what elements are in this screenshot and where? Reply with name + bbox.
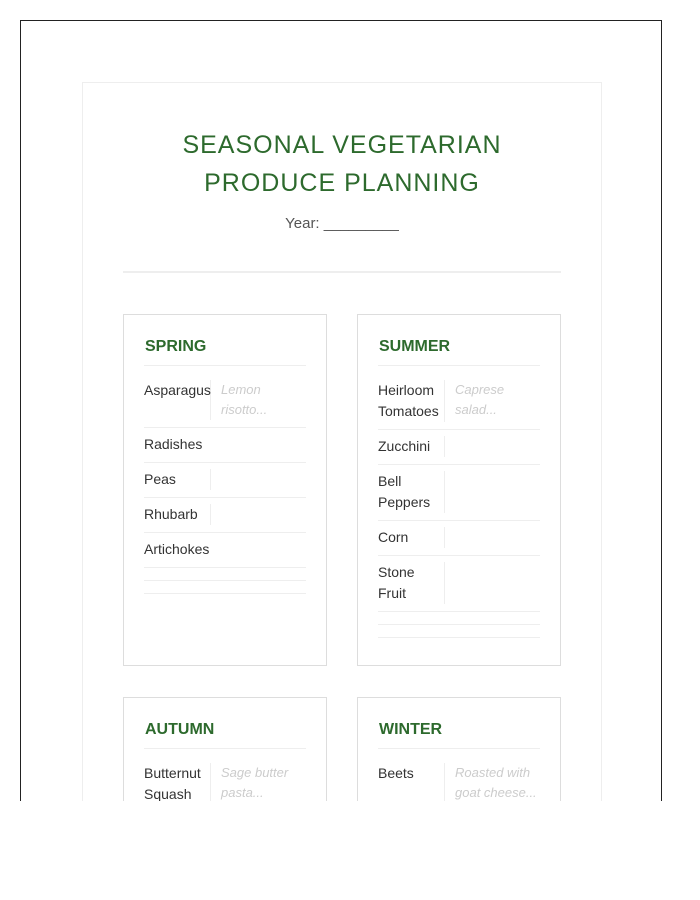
season-title-spring: SPRING bbox=[144, 337, 306, 366]
produce-name[interactable]: Corn bbox=[378, 527, 445, 548]
season-card-summer bbox=[357, 314, 561, 666]
season-card-spring bbox=[123, 314, 327, 666]
blank-entry-line[interactable] bbox=[144, 568, 306, 581]
produce-name[interactable]: Rhubarb bbox=[144, 504, 211, 525]
recipe-note[interactable] bbox=[210, 539, 306, 560]
season-title-summer: SUMMER bbox=[378, 337, 540, 366]
recipe-note[interactable] bbox=[445, 436, 540, 457]
produce-list-summer bbox=[378, 374, 540, 638]
produce-name[interactable]: Stone Fruit bbox=[378, 562, 445, 604]
produce-name[interactable]: Beets bbox=[378, 763, 445, 801]
year-field[interactable]: Year: _________ bbox=[285, 215, 399, 232]
blank-entry-line[interactable] bbox=[378, 612, 540, 625]
produce-row bbox=[378, 430, 540, 465]
season-title-winter: WINTER bbox=[378, 720, 540, 749]
recipe-note[interactable]: Lemon risotto... bbox=[221, 382, 268, 417]
produce-row bbox=[378, 521, 540, 556]
blank-entry-line[interactable] bbox=[378, 625, 540, 638]
recipe-note[interactable] bbox=[210, 434, 306, 455]
planning-sheet bbox=[82, 82, 602, 801]
produce-row bbox=[144, 428, 306, 463]
produce-row bbox=[378, 556, 540, 612]
produce-row bbox=[378, 465, 540, 521]
recipe-note[interactable]: Sage butter pasta... bbox=[221, 765, 289, 800]
title-line-1: SEASONAL VEGETARIAN bbox=[182, 131, 502, 159]
recipe-note[interactable] bbox=[445, 562, 540, 604]
produce-row bbox=[144, 463, 306, 498]
recipe-note[interactable] bbox=[445, 527, 540, 548]
produce-name[interactable]: Peas bbox=[144, 469, 211, 490]
produce-name[interactable]: Radishes bbox=[144, 436, 203, 452]
produce-list-winter bbox=[378, 757, 540, 801]
produce-row bbox=[378, 374, 540, 430]
produce-name[interactable]: Heirloom Tomatoes bbox=[378, 380, 445, 422]
recipe-note[interactable] bbox=[445, 471, 540, 513]
title-line-2: PRODUCE PLANNING bbox=[204, 169, 480, 197]
produce-list-autumn bbox=[144, 757, 306, 801]
produce-name[interactable]: Butternut Squash bbox=[144, 763, 211, 801]
produce-row bbox=[144, 498, 306, 533]
produce-list-spring bbox=[144, 374, 306, 594]
produce-row bbox=[144, 533, 306, 568]
produce-row bbox=[378, 757, 540, 801]
produce-row bbox=[144, 374, 306, 428]
produce-name[interactable]: Bell Peppers bbox=[378, 471, 445, 513]
blank-entry-line[interactable] bbox=[144, 581, 306, 594]
produce-name[interactable]: Asparagus bbox=[144, 380, 211, 420]
recipe-note[interactable]: Caprese salad... bbox=[455, 382, 505, 417]
season-title-autumn: AUTUMN bbox=[144, 720, 306, 749]
produce-name[interactable]: Artichokes bbox=[144, 541, 210, 557]
page-title bbox=[83, 126, 601, 202]
produce-name[interactable]: Zucchini bbox=[378, 436, 445, 457]
season-card-autumn bbox=[123, 697, 327, 801]
recipe-note[interactable] bbox=[211, 504, 306, 525]
season-card-winter bbox=[357, 697, 561, 801]
recipe-note[interactable] bbox=[211, 469, 306, 490]
recipe-note[interactable]: Roasted with goat cheese... bbox=[455, 765, 537, 800]
page-frame bbox=[20, 20, 662, 801]
header-divider bbox=[123, 271, 561, 273]
produce-row bbox=[144, 757, 306, 801]
